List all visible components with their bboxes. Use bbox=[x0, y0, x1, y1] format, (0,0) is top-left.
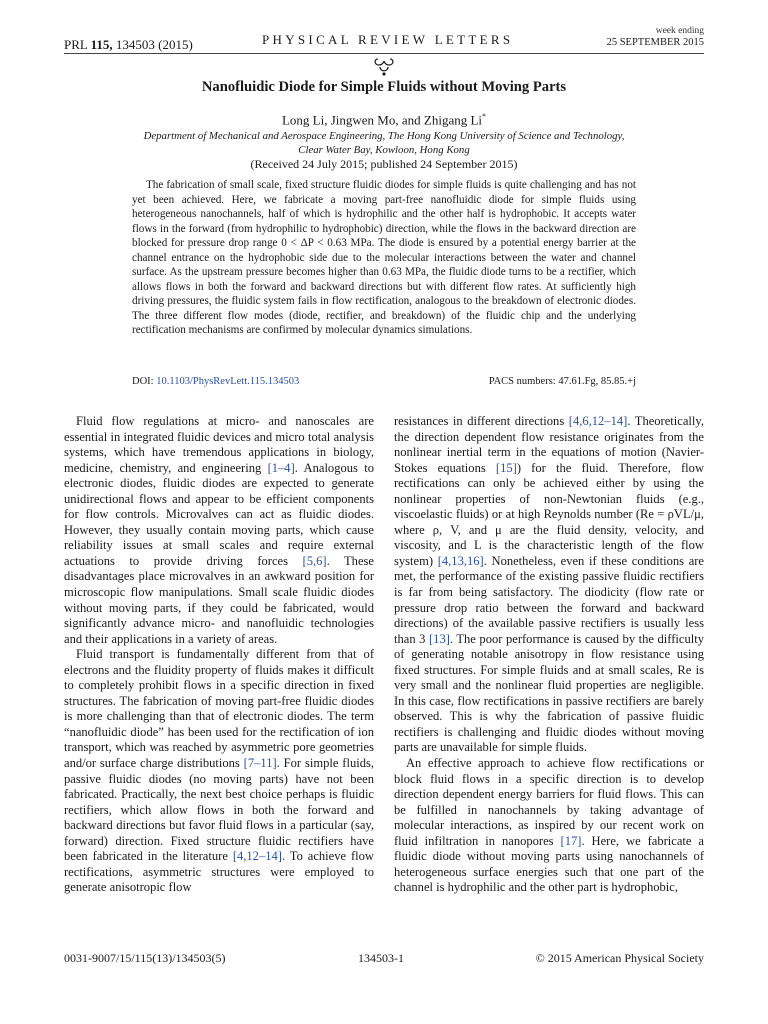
body-column-left bbox=[64, 414, 374, 896]
running-header-citation bbox=[64, 37, 193, 53]
citation-link[interactable]: [15] bbox=[495, 460, 517, 475]
editors-suggestion-icon bbox=[372, 55, 396, 77]
citation-link[interactable]: [7–11] bbox=[243, 756, 277, 771]
body-column-right bbox=[394, 414, 704, 896]
received-dates: (Received 24 July 2015; published 24 September 2015) bbox=[250, 157, 518, 171]
issn-code: 0031-9007/15/115(13)/134503(5) bbox=[64, 951, 226, 965]
citation-link[interactable]: [1–4] bbox=[267, 460, 295, 475]
week-ending-label: week ending bbox=[655, 26, 704, 36]
journal-abbrev: PRL bbox=[64, 37, 88, 52]
doi-label: DOI: bbox=[132, 376, 154, 387]
article-year: 134503 (2015) bbox=[115, 37, 193, 52]
paragraph: An effective approach to achieve flow rectifications or block fluid flows in a specific direction is to develop direction dependent energy barriers for fluid flows. This can be fulfilled in nanochannels by taking advantage of molecular interactions, as inspired by our recent work on fluid infiltration in nanopores [17]. Here, we fabricate a fluidic diode without moving parts using nanochannels of heterogeneous surface energies such that one part of the channel is hydrophilic and the other part is hydrophobic, bbox=[394, 756, 704, 895]
paper-title: Nanofluidic Diode for Simple Fluids without Moving Parts bbox=[201, 79, 567, 95]
authors: Long Li, Jingwen Mo, and Zhigang Li bbox=[281, 112, 483, 128]
corresponding-author-mark: * bbox=[482, 112, 487, 121]
citation-link[interactable]: [4,6,12–14] bbox=[568, 414, 628, 428]
doi-line bbox=[132, 376, 299, 387]
doi-link[interactable]: 10.1103/PhysRevLett.115.134503 bbox=[156, 376, 300, 387]
citation-link[interactable]: [13] bbox=[429, 631, 450, 646]
journal-name: PHYSICAL REVIEW LETTERS bbox=[262, 32, 514, 47]
paragraph: Fluid flow regulations at micro- and nanoscales are essential in integrated fluidic devices and micro total analysis systems, which have tremendous applications in biology, medicine, chemistry, and engineering [1–4]. Analogous to electronic diodes, fluidic diodes are expected to generate unidirectional flows and appear to be efficient components for flow controls. Microvalves can act as fluidic diodes. However, they usually contain moving parts, which cause reliability issues at small scales and require external actuations to provide driving forces [5,6]. These disadvantages place microvalves in an awkward position for microscopic flow manipulations. Small scale fluidic diodes without moving parts, if they could be fabricated, would significantly advance micro- and nanofluidic technologies and their applications in a variety of areas. bbox=[64, 414, 374, 646]
week-ending bbox=[607, 25, 704, 49]
week-ending-date: 25 SEPTEMBER 2015 bbox=[606, 37, 704, 48]
volume: 115, bbox=[90, 37, 113, 52]
paragraph: Fluid transport is fundamentally different from that of electrons and the fluidity property of fluids makes it difficult to completely prohibit flows in a specific direction in fixed structures. The fabrication of moving part-free fluidic diodes is more challenging than that of electronic diodes. The term “nanofluidic diode” has been used for the rectification of ion transport, which was reached by asymmetric pore geometries and/or surface charge distributions [7–11]. For simple fluids, passive fluidic diodes (no moving parts) have not been fabricated. Practically, the next best choice perhaps is fluidic rectifiers, which allow flows in both the forward and backward directions but favor fluid flows in a particular (say, forward) direction. Fixed structure fluidic rectifiers have been fabricated in the literature [4,12–14]. To achieve flow rectifications, asymmetric structures were employed to generate anisotropic flow bbox=[64, 647, 374, 895]
page-id: 134503-1 bbox=[358, 951, 404, 965]
citation-link[interactable]: [4,13,16] bbox=[437, 553, 484, 568]
author-list bbox=[64, 112, 704, 128]
copyright: © 2015 American Physical Society bbox=[535, 951, 704, 965]
affiliation bbox=[64, 129, 704, 157]
header-rule bbox=[64, 53, 704, 54]
abstract: The fabrication of small scale, fixed structure fluidic diodes for simple fluids is quite challenging and has not yet been achieved. Here, we fabricate a moving part-free nanofluidic diode for simple fluids using heterogeneous nanochannels, half of which is hydrophilic and the other half is hydrophobic. It accepts water flows in the forward (from hydrophilic to hydrophobic) direction, while the flows in the backward direction are blocked for pressure drop range 0 < ΔP < 0.63 MPa. The diode is ensured by a potential energy barrier at the channel entrance on the hydrophobic side due to the molecular interactions between the water and channel surface. As the upstream pressure becomes higher than 0.63 MPa, the fluidic diode turns to be a rectifier, which allows flows in both the forward and backward directions but with different flow rates. At sufficiently high driving pressures, the fluidic system fails in flow rectification, analogous to the breakdown of electronic diodes. The three different flow modes (diode, rectifier, and breakdown) of the fluidic chip and the underlying rectification mechanisms are confirmed by molecular dynamics simulations. bbox=[132, 179, 636, 336]
affiliation-line-2: Clear Water Bay, Kowloon, Hong Kong bbox=[298, 144, 470, 156]
citation-link[interactable]: [4,12–14] bbox=[232, 849, 282, 864]
affiliation-line-1: Department of Mechanical and Aerospace Engineering, The Hong Kong University of Science and Technology, bbox=[143, 130, 625, 142]
pacs-numbers: PACS numbers: 47.61.Fg, 85.85.+j bbox=[488, 376, 636, 387]
paragraph: resistances in different directions [4,6,12–14]. Theoretically, the direction dependent flow resistance originates from the nonlinear inertial term in the equations of motion (Navier-Stokes equations [15]) for the fluid. Therefore, flow rectifications can only be achieved either by using the nonlinear properties of non-Newtonian fluids (e.g., viscoelastic fluids) or at high Reynolds number (Re = ρVL/μ, where ρ, V, and μ are the fluid density, velocity, and viscosity, and L is the characteristic length of the flow system) [4,13,16]. Nonetheless, even if these conditions are met, the performance of the existing passive fluidic rectifiers is far from being satisfactory. The diodicity (flow rate or pressure drop ratio between the forward and backward directions) of the available passive rectifiers is usually less than 3 [13]. The poor performance is caused by the difficulty of generating notable anisotropy in flow resistance using fixed structures. For simple fluids and at small scales, Re is very small and the nonlinear fluid properties are negligible. In this case, flow rectifications in passive rectifiers are barely observed. This is why the fabrication of passive fluidic rectifiers is challenging and fluidic diodes without moving parts are unavailable for simple fluids. bbox=[394, 414, 705, 755]
citation-link[interactable]: [17] bbox=[560, 833, 582, 848]
citation-link[interactable]: [5,6] bbox=[302, 553, 327, 568]
